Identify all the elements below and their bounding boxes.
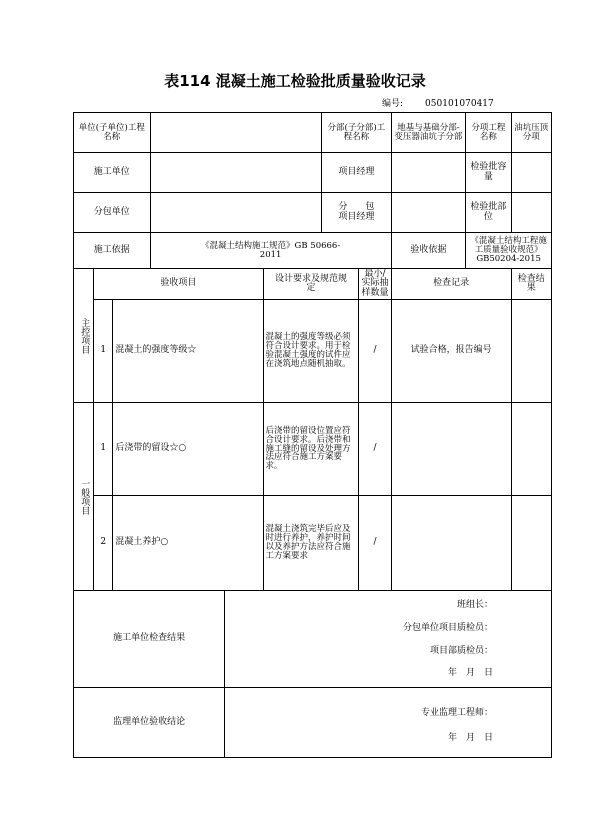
main-group-label [74, 269, 94, 403]
team-leader-label: 班组长： [456, 600, 493, 610]
sub-pm-value[interactable] [391, 193, 466, 233]
construction-check-row [74, 591, 552, 688]
construction-unit-label: 施工单位 [74, 153, 151, 193]
supervision-signatures[interactable] [225, 688, 552, 758]
header-row-construction [74, 153, 552, 193]
division-value[interactable]: 地基与基础分部-变压器油坑子分部 [391, 113, 466, 153]
main-row-1 [74, 300, 552, 403]
general-row-1 [74, 403, 552, 496]
supervision-label: 监理单位验收结论 [74, 688, 225, 758]
pm-value[interactable] [391, 153, 466, 193]
general-row-1-name: 后浇带的留设☆○ [113, 403, 263, 496]
doc-number-label: 编号: [382, 99, 404, 109]
construction-unit-value[interactable] [150, 153, 321, 193]
construction-check-label: 施工单位检查结果 [74, 591, 225, 688]
general-row-2-name: 混凝土养护○ [113, 496, 263, 591]
acceptance-basis-label: 验收依据 [391, 233, 466, 269]
unit-label: 单位(子单位)工程名称 [74, 113, 151, 153]
general-row-1-design: 后浇带的留设位置应符合设计要求。后浇带和施工缝的留设及处理方法应符合施工方案要求。 [263, 403, 359, 496]
subcontract-value[interactable] [150, 193, 321, 233]
col-item: 验收项目 [94, 269, 263, 300]
main-row-sample[interactable]: / [359, 300, 391, 403]
supervision-engineer-label: 专业监理工程师： [420, 708, 493, 718]
col-design: 设计要求及规范规定 [263, 269, 359, 300]
general-row-1-no: 1 [94, 403, 113, 496]
batch-capacity-value[interactable] [511, 153, 551, 193]
col-record: 检查记录 [391, 269, 511, 300]
general-row-2-no: 2 [94, 496, 113, 591]
general-row-1-result[interactable] [511, 403, 551, 496]
batch-part-value[interactable] [511, 193, 551, 233]
general-row-1-sample[interactable]: / [359, 403, 391, 496]
supervision-row [74, 688, 552, 758]
general-group-text: 一般项目 [79, 478, 90, 515]
main-row-result[interactable] [511, 300, 551, 403]
construction-date-label: 年 月 日 [447, 668, 493, 678]
general-row-1-record[interactable] [391, 403, 511, 496]
main-row-name: 混凝土的强度等级☆ [113, 300, 263, 403]
subitem-label: 分项工程名称 [466, 113, 511, 153]
header-row-unit [74, 113, 552, 153]
batch-part-label: 检验批部位 [466, 193, 511, 233]
header-row-subcontract [74, 193, 552, 233]
col-result: 检查结果 [511, 269, 551, 300]
sub-inspector-label: 分包单位项目质检员： [402, 623, 493, 633]
unit-value[interactable] [150, 113, 321, 153]
basis-label: 施工依据 [74, 233, 151, 269]
doc-number [382, 96, 494, 109]
page-title: 表114 混凝土施工检验批质量验收记录 [164, 72, 426, 90]
doc-number-value: 050101070417 [425, 99, 494, 109]
subcontract-label: 分包单位 [74, 193, 151, 233]
main-row-record[interactable]: 试验合格，报告编号 [391, 300, 511, 403]
column-header-row [74, 269, 552, 300]
general-row-2-design: 混凝土浇筑完毕后应及时进行养护，养护时间以及养护方法应符合施工方案要求 [263, 496, 359, 591]
main-group-text: 主控项目 [79, 317, 90, 354]
sub-pm-label: 分 包项目经理 [322, 193, 392, 233]
project-inspector-label: 项目部质检员： [429, 646, 493, 656]
general-row-2-result[interactable] [511, 496, 551, 591]
general-group-label [74, 403, 94, 591]
inspection-form-table [73, 112, 552, 758]
general-row-2 [74, 496, 552, 591]
main-row-no: 1 [94, 300, 113, 403]
subitem-value[interactable]: 油坑压顶分项 [511, 113, 551, 153]
batch-capacity-label: 检验批容量 [466, 153, 511, 193]
header-row-basis [74, 233, 552, 269]
construction-check-signatures[interactable] [225, 591, 552, 688]
division-label: 分部(子分部)工程名称 [322, 113, 392, 153]
general-row-2-record[interactable] [391, 496, 511, 591]
general-row-2-sample[interactable]: / [359, 496, 391, 591]
supervision-date-label: 年 月 日 [447, 733, 493, 743]
main-row-design: 混凝土的强度等级必须符合设计要求。用于检验混凝土强度的试件应在浇筑地点随机抽取。 [263, 300, 359, 403]
col-sample: 最小/实际抽样数量 [359, 269, 391, 300]
pm-label: 项目经理 [322, 153, 392, 193]
basis-value: 《混凝土结构施工规范》GB 50666-2011 [150, 233, 391, 269]
acceptance-basis-value: 《混凝土结构工程施工质量验收规范》GB50204-2015 [466, 233, 552, 269]
